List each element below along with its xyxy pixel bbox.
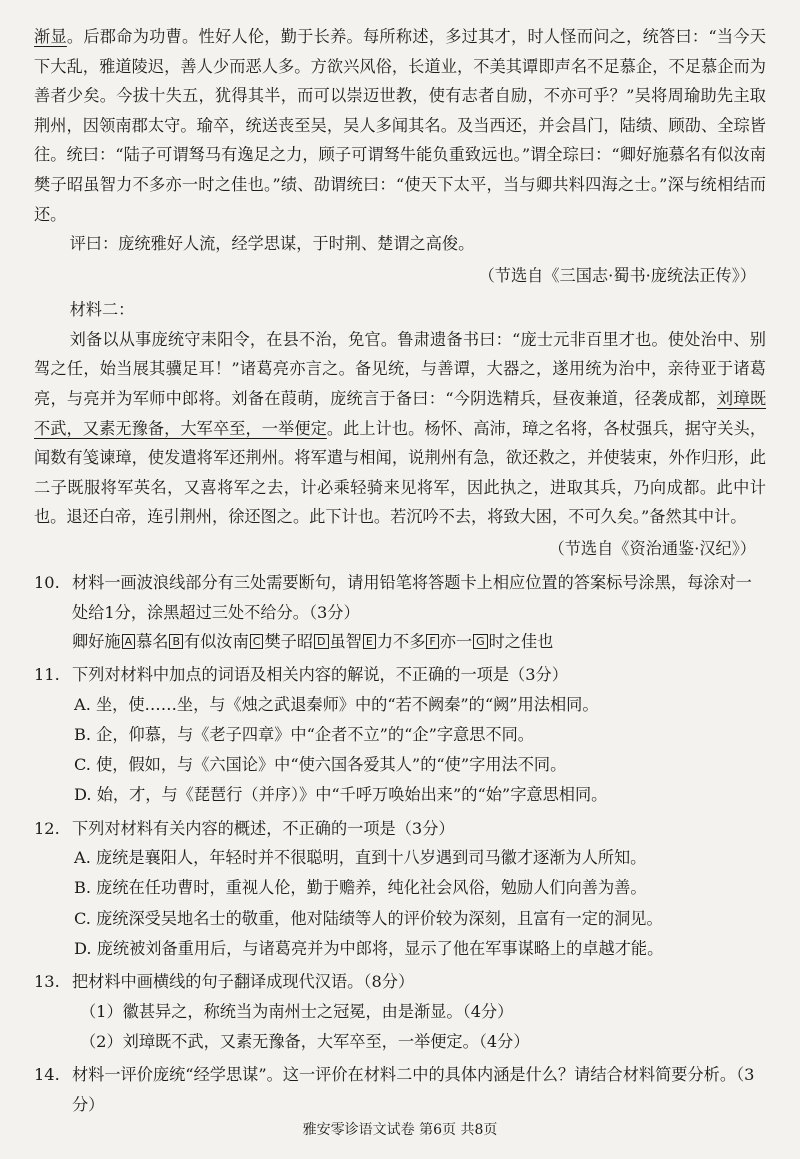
question-number: 14. [34,1064,60,1084]
material2-underlined-sentence: 刘璋既不武，又素无豫备，大军卒至，一举便定 [34,388,767,438]
underlined-lead: 渐显 [34,27,67,46]
question-13 [34,967,766,997]
option-d[interactable]: D. 始，才，与《琵琶行（并序）》中“千呼万唤始出来”的“始”字意思相同。 [74,785,608,805]
material1-continuation [34,22,766,229]
material1-text: 。后郡命为功曹。性好人伦，勤于长养。每所称述，多过其才，时人怪而问之，统答曰：“当今天下大乱，雅道陵迟，善人少而恶人多。方欲兴风俗，长道业，不美其谭即声名不足慕企，不足慕企而为善者少矣。今拔十失五，犹得其半，而可以崇迈世教，使有志者自励，不亦可乎？”吴将周瑜助先主取荆州，因领南郡太守。瑜卒，统送丧至吴，吴人多闻其名。及当西还，并会昌门，陆绩、顾劭、全琮皆往。统曰：“陆子可谓驽马有逸足之力，顾子可谓驽牛能负重致远也。”谓全琮曰：“卿好施慕名有似汝南樊子昭虽智力不多亦一时之佳也。”绩、劭谓统曰：“使天下太平，当与卿共料四海之士。”深与统相结而还。 [34,27,767,224]
question-text: 材料一画波浪线部分有三处需要断句，请用铅笔将答题卡上相应位置的答案标号涂黑，每涂对一处给1分，涂黑超过三处不给分。（3分） [72,572,752,622]
material1-comment: 评曰：庞统雅好人流，经学思谋，于时荆、楚谓之高俊。 [69,234,475,254]
question-text: 下列对材料有关内容的概述，不正确的一项是（3分） [72,818,455,838]
question-14 [34,1060,766,1119]
question-10 [34,568,766,657]
question-11 [34,660,766,690]
material2-text-b: 。此上计也。杨怀、高沛，璋之名将，各杖强兵，据守关头，闻数有笺谏璋，使发遣将军还荆州。将军遣与相闻，说荆州有急，欲还救之，并使装束，外作归形，此二子既服将军英名，又喜将军之去，计必乘轻骑来见将军，因此执之，进取其兵，乃向成都。此中计也。退还白帝，连引荆州，徐还图之。此下计也。若沉吟不去，将致大困，不可久矣。”备然其中计。 [34,418,767,527]
material1-source: （节选自《三国志·蜀书·庞统法正传》） [478,265,756,285]
option-c[interactable]: C. 使，假如，与《六国论》中“使六国各爱其人”的“使”字用法不同。 [74,755,567,775]
option-d[interactable]: D. 庞统被刘备重用后，与诸葛亮并为中郎将，显示了他在军事谋略上的卓越才能。 [74,938,664,958]
option-a[interactable]: A. 坐，使……坐，与《烛之武退秦师》中的“若不阙秦”的“阙”用法相同。 [74,694,599,714]
question-number: 12. [34,818,60,838]
mark-box-f[interactable]: F [426,634,438,649]
mark-box-c[interactable]: C [250,634,264,649]
material2-source: （节选自《资治通鉴·汉纪》） [548,538,756,558]
segmentation-line: 卿好施 A 慕名 B 有似汝南 C 樊子昭 D 虽智 E 力不多 F 亦一 G 时之佳也 [72,632,554,652]
sub-question-1: （1）徽甚异之，称统当为南州士之冠冕，由是渐显。（4分） [80,1001,514,1021]
mark-box-g[interactable]: G [473,634,488,649]
mark-box-a[interactable]: A [122,634,136,649]
option-b[interactable]: B. 庞统在任功曹时，重视人伦，勤于赡养，纯化社会风俗，勉励人们向善为善。 [74,878,647,898]
question-text: 材料一评价庞统“经学思谋”。这一评价在材料二中的具体内涵是什么？请结合材料简要分析。（3分） [72,1064,755,1114]
page-footer: 雅安零诊语文试卷 第6页 共8页 [302,1122,498,1138]
mark-box-b[interactable]: B [169,634,183,649]
option-c[interactable]: C. 庞统深受吴地名士的敬重，他对陆绩等人的评价较为深刻，且富有一定的洞见。 [74,908,663,928]
sub-question-2: （2）刘璋既不武，又素无豫备，大军卒至，一举便定。（4分） [80,1031,530,1051]
option-b[interactable]: B. 企，仰慕，与《老子四章》中“企者不立”的“企”字意思不同。 [74,724,534,744]
mark-box-e[interactable]: E [363,634,376,649]
material2-label: 材料二： [69,299,135,319]
question-number: 11. [34,665,60,685]
question-number: 10. [34,572,60,592]
material2-text [34,325,766,532]
question-text: 把材料中画横线的句子翻译成现代汉语。（8分） [72,971,415,991]
question-text: 下列对材料中加点的词语及相关内容的解说，不正确的一项是（3分） [72,665,568,685]
option-a[interactable]: A. 庞统是襄阳人，年轻时并不很聪明，直到十八岁遇到司马徽才逐渐为人所知。 [74,848,647,868]
material2-text-a: 刘备以从事庞统守耒阳令，在县不治，免官。鲁肃遗备书曰：“庞士元非百里才也。使处治中、别驾之任，始当展其骥足耳！”诸葛亮亦言之。备见统，与善谭，大器之，遂用统为治中，亲待亚于诸葛亮，与亮并为军师中郎将。刘备在葭萌，庞统言于备曰：“今阴选精兵，昼夜兼道，径袭成都， [34,329,766,408]
question-number: 13. [34,971,60,991]
question-12 [34,814,766,844]
mark-box-d[interactable]: D [314,634,328,649]
